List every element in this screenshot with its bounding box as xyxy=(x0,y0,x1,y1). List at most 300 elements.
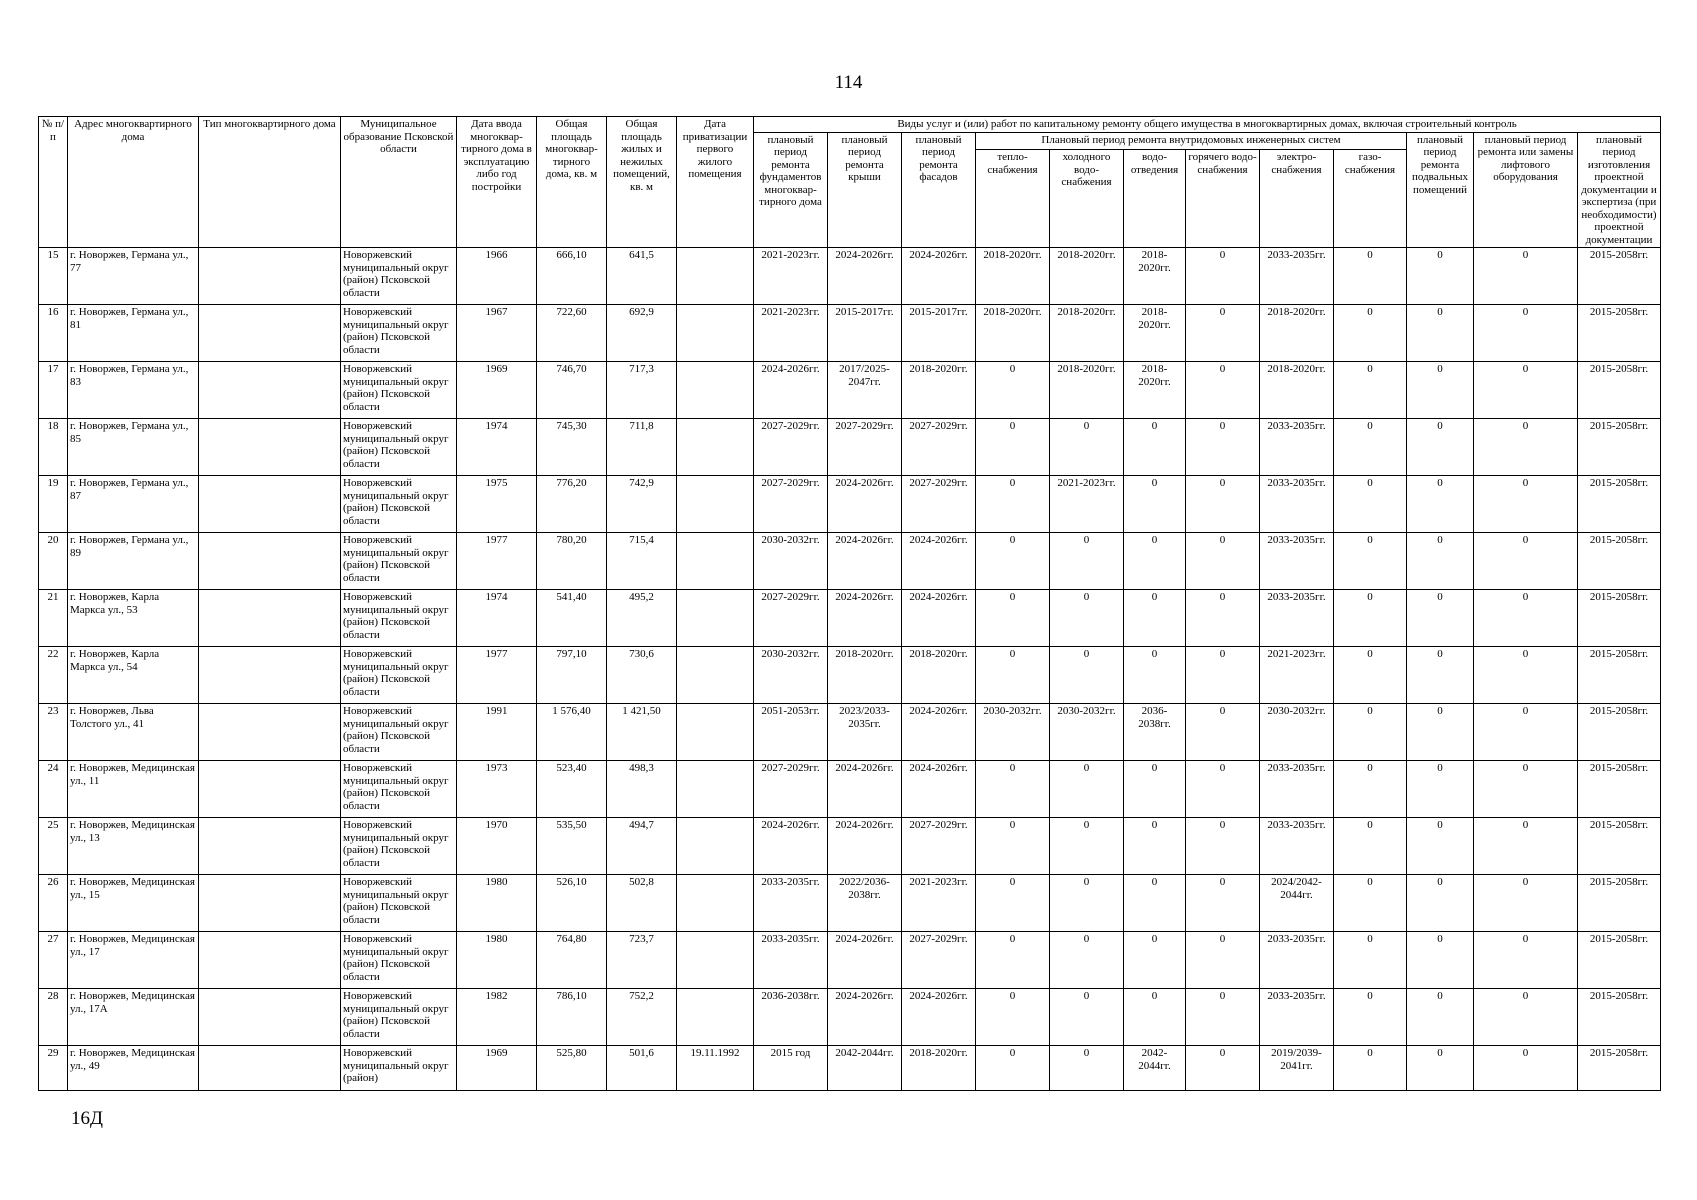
cell-heat: 0 xyxy=(976,875,1050,932)
cell-drainage: 0 xyxy=(1124,419,1186,476)
cell-design: 2015-2058гг. xyxy=(1578,1046,1661,1091)
cell-num: 29 xyxy=(39,1046,68,1091)
cell-total-area: 525,80 xyxy=(537,1046,607,1091)
capital-repair-table xyxy=(38,116,1661,1091)
cell-hot-water: 0 xyxy=(1186,932,1260,989)
cell-cold-water: 2018-2020гг. xyxy=(1050,305,1124,362)
header-gas: газо-снабжения xyxy=(1334,150,1407,248)
cell-num: 25 xyxy=(39,818,68,875)
cell-municipality: Новоржевский муниципальный округ (район) Псковской области xyxy=(341,533,457,590)
cell-year: 1982 xyxy=(457,989,537,1046)
cell-address: г. Новоржев, Германа ул., 89 xyxy=(68,533,199,590)
cell-gas: 0 xyxy=(1334,362,1407,419)
cell-gas: 0 xyxy=(1334,1046,1407,1091)
cell-heat: 2018-2020гг. xyxy=(976,305,1050,362)
table-row xyxy=(39,419,1661,476)
cell-facade: 2018-2020гг. xyxy=(902,1046,976,1091)
cell-drainage: 2018-2020гг. xyxy=(1124,362,1186,419)
cell-privatization xyxy=(677,305,754,362)
cell-basement: 0 xyxy=(1407,875,1474,932)
cell-gas: 0 xyxy=(1334,533,1407,590)
cell-electric: 2019/2039-2041гг. xyxy=(1260,1046,1334,1091)
cell-num: 22 xyxy=(39,647,68,704)
cell-address: г. Новоржев, Германа ул., 87 xyxy=(68,476,199,533)
cell-elevator: 0 xyxy=(1474,590,1578,647)
cell-cold-water: 0 xyxy=(1050,932,1124,989)
cell-total-area: 746,70 xyxy=(537,362,607,419)
cell-drainage: 0 xyxy=(1124,533,1186,590)
cell-electric: 2033-2035гг. xyxy=(1260,476,1334,533)
cell-gas: 0 xyxy=(1334,875,1407,932)
cell-gas: 0 xyxy=(1334,248,1407,305)
cell-heat: 0 xyxy=(976,647,1050,704)
cell-basement: 0 xyxy=(1407,305,1474,362)
cell-elevator: 0 xyxy=(1474,761,1578,818)
cell-hot-water: 0 xyxy=(1186,419,1260,476)
footer-code: 16Д xyxy=(71,1108,103,1129)
header-elevator: плановый период ремонта или замены лифтового оборудования xyxy=(1474,132,1578,248)
cell-heat: 0 xyxy=(976,761,1050,818)
cell-num: 24 xyxy=(39,761,68,818)
header-drainage: водо-отведения xyxy=(1124,150,1186,248)
table-row xyxy=(39,989,1661,1046)
cell-num: 16 xyxy=(39,305,68,362)
cell-basement: 0 xyxy=(1407,818,1474,875)
cell-municipality: Новоржевский муниципальный округ (район) Псковской области xyxy=(341,248,457,305)
cell-foundation: 2015 год xyxy=(754,1046,828,1091)
cell-basement: 0 xyxy=(1407,1046,1474,1091)
cell-cold-water: 0 xyxy=(1050,875,1124,932)
cell-electric: 2033-2035гг. xyxy=(1260,989,1334,1046)
header-type: Тип многоквартирного дома xyxy=(199,117,341,248)
cell-basement: 0 xyxy=(1407,761,1474,818)
cell-drainage: 0 xyxy=(1124,932,1186,989)
cell-living-area: 742,9 xyxy=(607,476,677,533)
table-row xyxy=(39,932,1661,989)
cell-privatization xyxy=(677,362,754,419)
cell-num: 28 xyxy=(39,989,68,1046)
cell-facade: 2018-2020гг. xyxy=(902,362,976,419)
cell-type xyxy=(199,476,341,533)
header-engineering-group: Плановый период ремонта внутридомовых инженерных систем xyxy=(976,132,1407,150)
table-body xyxy=(39,248,1661,1091)
cell-electric: 2033-2035гг. xyxy=(1260,818,1334,875)
cell-total-area: 780,20 xyxy=(537,533,607,590)
cell-hot-water: 0 xyxy=(1186,875,1260,932)
cell-facade: 2024-2026гг. xyxy=(902,590,976,647)
cell-privatization: 19.11.1992 xyxy=(677,1046,754,1091)
cell-roof: 2024-2026гг. xyxy=(828,989,902,1046)
cell-roof: 2022/2036-2038гг. xyxy=(828,875,902,932)
cell-facade: 2027-2029гг. xyxy=(902,476,976,533)
cell-heat: 0 xyxy=(976,533,1050,590)
cell-living-area: 641,5 xyxy=(607,248,677,305)
cell-address: г. Новоржев, Медицинская ул., 13 xyxy=(68,818,199,875)
cell-year: 1980 xyxy=(457,932,537,989)
cell-roof: 2024-2026гг. xyxy=(828,818,902,875)
table-row xyxy=(39,875,1661,932)
table-row xyxy=(39,647,1661,704)
cell-gas: 0 xyxy=(1334,818,1407,875)
cell-electric: 2033-2035гг. xyxy=(1260,533,1334,590)
header-facade: плановый период ремонта фасадов xyxy=(902,132,976,248)
cell-basement: 0 xyxy=(1407,932,1474,989)
cell-year: 1970 xyxy=(457,818,537,875)
cell-roof: 2027-2029гг. xyxy=(828,419,902,476)
cell-roof: 2024-2026гг. xyxy=(828,533,902,590)
header-date-commission: Дата ввода многоквар-тирного дома в эксплуатацию либо год постройки xyxy=(457,117,537,248)
header-total-area: Общая площадь многоквар-тирного дома, кв. м xyxy=(537,117,607,248)
cell-gas: 0 xyxy=(1334,932,1407,989)
cell-cold-water: 2018-2020гг. xyxy=(1050,362,1124,419)
header-electric: электро-снабжения xyxy=(1260,150,1334,248)
cell-total-area: 526,10 xyxy=(537,875,607,932)
cell-living-area: 715,4 xyxy=(607,533,677,590)
cell-privatization xyxy=(677,476,754,533)
cell-living-area: 692,9 xyxy=(607,305,677,362)
cell-elevator: 0 xyxy=(1474,875,1578,932)
cell-heat: 0 xyxy=(976,362,1050,419)
cell-electric: 2018-2020гг. xyxy=(1260,362,1334,419)
cell-total-area: 745,30 xyxy=(537,419,607,476)
cell-num: 17 xyxy=(39,362,68,419)
cell-privatization xyxy=(677,533,754,590)
cell-cold-water: 0 xyxy=(1050,590,1124,647)
cell-living-area: 502,8 xyxy=(607,875,677,932)
cell-elevator: 0 xyxy=(1474,533,1578,590)
cell-address: г. Новоржев, Германа ул., 83 xyxy=(68,362,199,419)
cell-drainage: 0 xyxy=(1124,875,1186,932)
cell-basement: 0 xyxy=(1407,476,1474,533)
cell-elevator: 0 xyxy=(1474,419,1578,476)
cell-year: 1980 xyxy=(457,875,537,932)
cell-type xyxy=(199,932,341,989)
cell-gas: 0 xyxy=(1334,761,1407,818)
cell-total-area: 541,40 xyxy=(537,590,607,647)
cell-privatization xyxy=(677,818,754,875)
cell-facade: 2024-2026гг. xyxy=(902,761,976,818)
cell-drainage: 2018-2020гг. xyxy=(1124,305,1186,362)
cell-total-area: 722,60 xyxy=(537,305,607,362)
cell-drainage: 0 xyxy=(1124,818,1186,875)
table-row xyxy=(39,704,1661,761)
cell-year: 1969 xyxy=(457,362,537,419)
cell-foundation: 2027-2029гг. xyxy=(754,419,828,476)
cell-address: г. Новоржев, Медицинская ул., 15 xyxy=(68,875,199,932)
cell-type xyxy=(199,1046,341,1091)
cell-type xyxy=(199,533,341,590)
cell-drainage: 0 xyxy=(1124,761,1186,818)
cell-municipality: Новоржевский муниципальный округ (район) Псковской области xyxy=(341,704,457,761)
cell-privatization xyxy=(677,647,754,704)
cell-foundation: 2033-2035гг. xyxy=(754,875,828,932)
cell-foundation: 2027-2029гг. xyxy=(754,476,828,533)
cell-basement: 0 xyxy=(1407,704,1474,761)
cell-roof: 2024-2026гг. xyxy=(828,476,902,533)
cell-num: 18 xyxy=(39,419,68,476)
cell-hot-water: 0 xyxy=(1186,647,1260,704)
cell-roof: 2017/2025-2047гг. xyxy=(828,362,902,419)
header-living-area: Общая площадь жилых и нежилых помещений, кв. м xyxy=(607,117,677,248)
cell-roof: 2023/2033-2035гг. xyxy=(828,704,902,761)
cell-drainage: 2042-2044гг. xyxy=(1124,1046,1186,1091)
cell-electric: 2033-2035гг. xyxy=(1260,419,1334,476)
cell-privatization xyxy=(677,761,754,818)
cell-elevator: 0 xyxy=(1474,932,1578,989)
cell-roof: 2024-2026гг. xyxy=(828,590,902,647)
cell-cold-water: 0 xyxy=(1050,989,1124,1046)
cell-gas: 0 xyxy=(1334,476,1407,533)
cell-cold-water: 2030-2032гг. xyxy=(1050,704,1124,761)
cell-year: 1967 xyxy=(457,305,537,362)
cell-type xyxy=(199,989,341,1046)
cell-gas: 0 xyxy=(1334,419,1407,476)
cell-foundation: 2036-2038гг. xyxy=(754,989,828,1046)
cell-roof: 2024-2026гг. xyxy=(828,932,902,989)
cell-type xyxy=(199,818,341,875)
cell-electric: 2033-2035гг. xyxy=(1260,590,1334,647)
cell-living-area: 498,3 xyxy=(607,761,677,818)
cell-electric: 2030-2032гг. xyxy=(1260,704,1334,761)
header-basement: плановый период ремонта подвальных помещений xyxy=(1407,132,1474,248)
cell-type xyxy=(199,704,341,761)
cell-num: 15 xyxy=(39,248,68,305)
cell-hot-water: 0 xyxy=(1186,818,1260,875)
cell-total-area: 764,80 xyxy=(537,932,607,989)
cell-municipality: Новоржевский муниципальный округ (район) Псковской области xyxy=(341,590,457,647)
cell-elevator: 0 xyxy=(1474,305,1578,362)
cell-total-area: 535,50 xyxy=(537,818,607,875)
cell-living-area: 730,6 xyxy=(607,647,677,704)
cell-foundation: 2021-2023гг. xyxy=(754,248,828,305)
cell-municipality: Новоржевский муниципальный округ (район) Псковской области xyxy=(341,305,457,362)
cell-cold-water: 0 xyxy=(1050,647,1124,704)
cell-municipality: Новоржевский муниципальный округ (район) Псковской области xyxy=(341,419,457,476)
cell-roof: 2024-2026гг. xyxy=(828,761,902,818)
cell-design: 2015-2058гг. xyxy=(1578,476,1661,533)
header-hot-water: горячего водо-снабжения xyxy=(1186,150,1260,248)
cell-municipality: Новоржевский муниципальный округ (район) Псковской области xyxy=(341,761,457,818)
cell-cold-water: 0 xyxy=(1050,533,1124,590)
cell-type xyxy=(199,419,341,476)
cell-type xyxy=(199,647,341,704)
cell-design: 2015-2058гг. xyxy=(1578,704,1661,761)
cell-num: 20 xyxy=(39,533,68,590)
cell-living-area: 1 421,50 xyxy=(607,704,677,761)
cell-design: 2015-2058гг. xyxy=(1578,533,1661,590)
cell-municipality: Новоржевский муниципальный округ (район) Псковской области xyxy=(341,989,457,1046)
cell-address: г. Новоржев, Карла Маркса ул., 53 xyxy=(68,590,199,647)
cell-basement: 0 xyxy=(1407,533,1474,590)
header-design-docs: плановый период изготовления проектной документации и экспертиза (при необходимости) проектной документации xyxy=(1578,132,1661,248)
cell-num: 27 xyxy=(39,932,68,989)
cell-municipality: Новоржевский муниципальный округ (район) Псковской области xyxy=(341,647,457,704)
cell-elevator: 0 xyxy=(1474,704,1578,761)
cell-privatization xyxy=(677,590,754,647)
header-heat: тепло-снабжения xyxy=(976,150,1050,248)
cell-total-area: 523,40 xyxy=(537,761,607,818)
cell-gas: 0 xyxy=(1334,590,1407,647)
cell-living-area: 717,3 xyxy=(607,362,677,419)
cell-cold-water: 0 xyxy=(1050,1046,1124,1091)
cell-basement: 0 xyxy=(1407,362,1474,419)
cell-elevator: 0 xyxy=(1474,248,1578,305)
cell-design: 2015-2058гг. xyxy=(1578,761,1661,818)
cell-hot-water: 0 xyxy=(1186,590,1260,647)
cell-facade: 2024-2026гг. xyxy=(902,533,976,590)
cell-foundation: 2030-2032гг. xyxy=(754,647,828,704)
cell-hot-water: 0 xyxy=(1186,989,1260,1046)
cell-elevator: 0 xyxy=(1474,647,1578,704)
cell-address: г. Новоржев, Карла Маркса ул., 54 xyxy=(68,647,199,704)
header-roof: плановый период ремонта крыши xyxy=(828,132,902,248)
cell-basement: 0 xyxy=(1407,419,1474,476)
cell-roof: 2042-2044гг. xyxy=(828,1046,902,1091)
cell-municipality: Новоржевский муниципальный округ (район) Псковской области xyxy=(341,362,457,419)
cell-municipality: Новоржевский муниципальный округ (район) Псковской области xyxy=(341,875,457,932)
cell-living-area: 501,6 xyxy=(607,1046,677,1091)
cell-municipality: Новоржевский муниципальный округ (район) xyxy=(341,1046,457,1091)
cell-heat: 0 xyxy=(976,419,1050,476)
cell-roof: 2024-2026гг. xyxy=(828,248,902,305)
cell-cold-water: 0 xyxy=(1050,761,1124,818)
cell-heat: 0 xyxy=(976,1046,1050,1091)
cell-total-area: 1 576,40 xyxy=(537,704,607,761)
cell-hot-water: 0 xyxy=(1186,704,1260,761)
cell-design: 2015-2058гг. xyxy=(1578,818,1661,875)
cell-cold-water: 2018-2020гг. xyxy=(1050,248,1124,305)
cell-municipality: Новоржевский муниципальный округ (район) Псковской области xyxy=(341,932,457,989)
header-num: № п/п xyxy=(39,117,68,248)
cell-facade: 2024-2026гг. xyxy=(902,989,976,1046)
cell-electric: 2018-2020гг. xyxy=(1260,305,1334,362)
cell-foundation: 2024-2026гг. xyxy=(754,362,828,419)
cell-gas: 0 xyxy=(1334,305,1407,362)
cell-hot-water: 0 xyxy=(1186,476,1260,533)
cell-privatization xyxy=(677,248,754,305)
cell-facade: 2018-2020гг. xyxy=(902,647,976,704)
cell-type xyxy=(199,590,341,647)
cell-elevator: 0 xyxy=(1474,1046,1578,1091)
cell-design: 2015-2058гг. xyxy=(1578,419,1661,476)
table-row xyxy=(39,362,1661,419)
cell-address: г. Новоржев, Медицинская ул., 17 xyxy=(68,932,199,989)
cell-address: г. Новоржев, Германа ул., 85 xyxy=(68,419,199,476)
cell-foundation: 2027-2029гг. xyxy=(754,590,828,647)
cell-foundation: 2030-2032гг. xyxy=(754,533,828,590)
cell-num: 26 xyxy=(39,875,68,932)
cell-facade: 2024-2026гг. xyxy=(902,704,976,761)
cell-municipality: Новоржевский муниципальный округ (район) Псковской области xyxy=(341,476,457,533)
cell-privatization xyxy=(677,419,754,476)
cell-foundation: 2033-2035гг. xyxy=(754,932,828,989)
cell-foundation: 2051-2053гг. xyxy=(754,704,828,761)
cell-basement: 0 xyxy=(1407,647,1474,704)
cell-drainage: 0 xyxy=(1124,647,1186,704)
cell-year: 1977 xyxy=(457,533,537,590)
cell-address: г. Новоржев, Германа ул., 77 xyxy=(68,248,199,305)
cell-drainage: 0 xyxy=(1124,989,1186,1046)
cell-heat: 0 xyxy=(976,932,1050,989)
cell-hot-water: 0 xyxy=(1186,761,1260,818)
cell-heat: 0 xyxy=(976,590,1050,647)
cell-address: г. Новоржев, Медицинская ул., 49 xyxy=(68,1046,199,1091)
cell-foundation: 2027-2029гг. xyxy=(754,761,828,818)
cell-facade: 2015-2017гг. xyxy=(902,305,976,362)
cell-living-area: 723,7 xyxy=(607,932,677,989)
cell-living-area: 711,8 xyxy=(607,419,677,476)
cell-facade: 2027-2029гг. xyxy=(902,419,976,476)
cell-basement: 0 xyxy=(1407,248,1474,305)
cell-electric: 2024/2042-2044гг. xyxy=(1260,875,1334,932)
cell-electric: 2033-2035гг. xyxy=(1260,248,1334,305)
cell-elevator: 0 xyxy=(1474,362,1578,419)
header-foundation: плановый период ремонта фундаментов многоквар-тирного дома xyxy=(754,132,828,248)
cell-gas: 0 xyxy=(1334,704,1407,761)
cell-privatization xyxy=(677,875,754,932)
cell-drainage: 0 xyxy=(1124,476,1186,533)
table-row xyxy=(39,1046,1661,1091)
cell-hot-water: 0 xyxy=(1186,533,1260,590)
cell-address: г. Новоржев, Льва Толстого ул., 41 xyxy=(68,704,199,761)
cell-drainage: 0 xyxy=(1124,590,1186,647)
cell-hot-water: 0 xyxy=(1186,248,1260,305)
cell-facade: 2027-2029гг. xyxy=(902,818,976,875)
cell-heat: 2030-2032гг. xyxy=(976,704,1050,761)
table-row xyxy=(39,305,1661,362)
cell-total-area: 786,10 xyxy=(537,989,607,1046)
cell-type xyxy=(199,761,341,818)
cell-design: 2015-2058гг. xyxy=(1578,647,1661,704)
cell-address: г. Новоржев, Германа ул., 81 xyxy=(68,305,199,362)
cell-type xyxy=(199,305,341,362)
page-number: 114 xyxy=(834,72,863,93)
cell-elevator: 0 xyxy=(1474,989,1578,1046)
table-row xyxy=(39,476,1661,533)
cell-design: 2015-2058гг. xyxy=(1578,305,1661,362)
cell-roof: 2015-2017гг. xyxy=(828,305,902,362)
cell-design: 2015-2058гг. xyxy=(1578,362,1661,419)
cell-facade: 2024-2026гг. xyxy=(902,248,976,305)
cell-municipality: Новоржевский муниципальный округ (район) Псковской области xyxy=(341,818,457,875)
cell-year: 1966 xyxy=(457,248,537,305)
cell-elevator: 0 xyxy=(1474,818,1578,875)
table-row xyxy=(39,248,1661,305)
header-privatization-date: Дата приватизации первого жилого помещения xyxy=(677,117,754,248)
header-services-group: Виды услуг и (или) работ по капитальному ремонту общего имущества в многоквартирных домах, включая строительный контроль xyxy=(754,117,1661,133)
cell-year: 1973 xyxy=(457,761,537,818)
cell-cold-water: 0 xyxy=(1050,419,1124,476)
cell-elevator: 0 xyxy=(1474,476,1578,533)
cell-type xyxy=(199,362,341,419)
cell-total-area: 797,10 xyxy=(537,647,607,704)
cell-design: 2015-2058гг. xyxy=(1578,248,1661,305)
cell-foundation: 2024-2026гг. xyxy=(754,818,828,875)
cell-year: 1991 xyxy=(457,704,537,761)
cell-design: 2015-2058гг. xyxy=(1578,989,1661,1046)
cell-address: г. Новоржев, Медицинская ул., 11 xyxy=(68,761,199,818)
cell-design: 2015-2058гг. xyxy=(1578,932,1661,989)
cell-living-area: 494,7 xyxy=(607,818,677,875)
header-municipality: Муниципальное образование Псковской области xyxy=(341,117,457,248)
cell-living-area: 752,2 xyxy=(607,989,677,1046)
cell-type xyxy=(199,875,341,932)
cell-facade: 2027-2029гг. xyxy=(902,932,976,989)
cell-design: 2015-2058гг. xyxy=(1578,875,1661,932)
cell-electric: 2033-2035гг. xyxy=(1260,932,1334,989)
header-cold-water: холодного водо-снабжения xyxy=(1050,150,1124,248)
cell-hot-water: 0 xyxy=(1186,1046,1260,1091)
